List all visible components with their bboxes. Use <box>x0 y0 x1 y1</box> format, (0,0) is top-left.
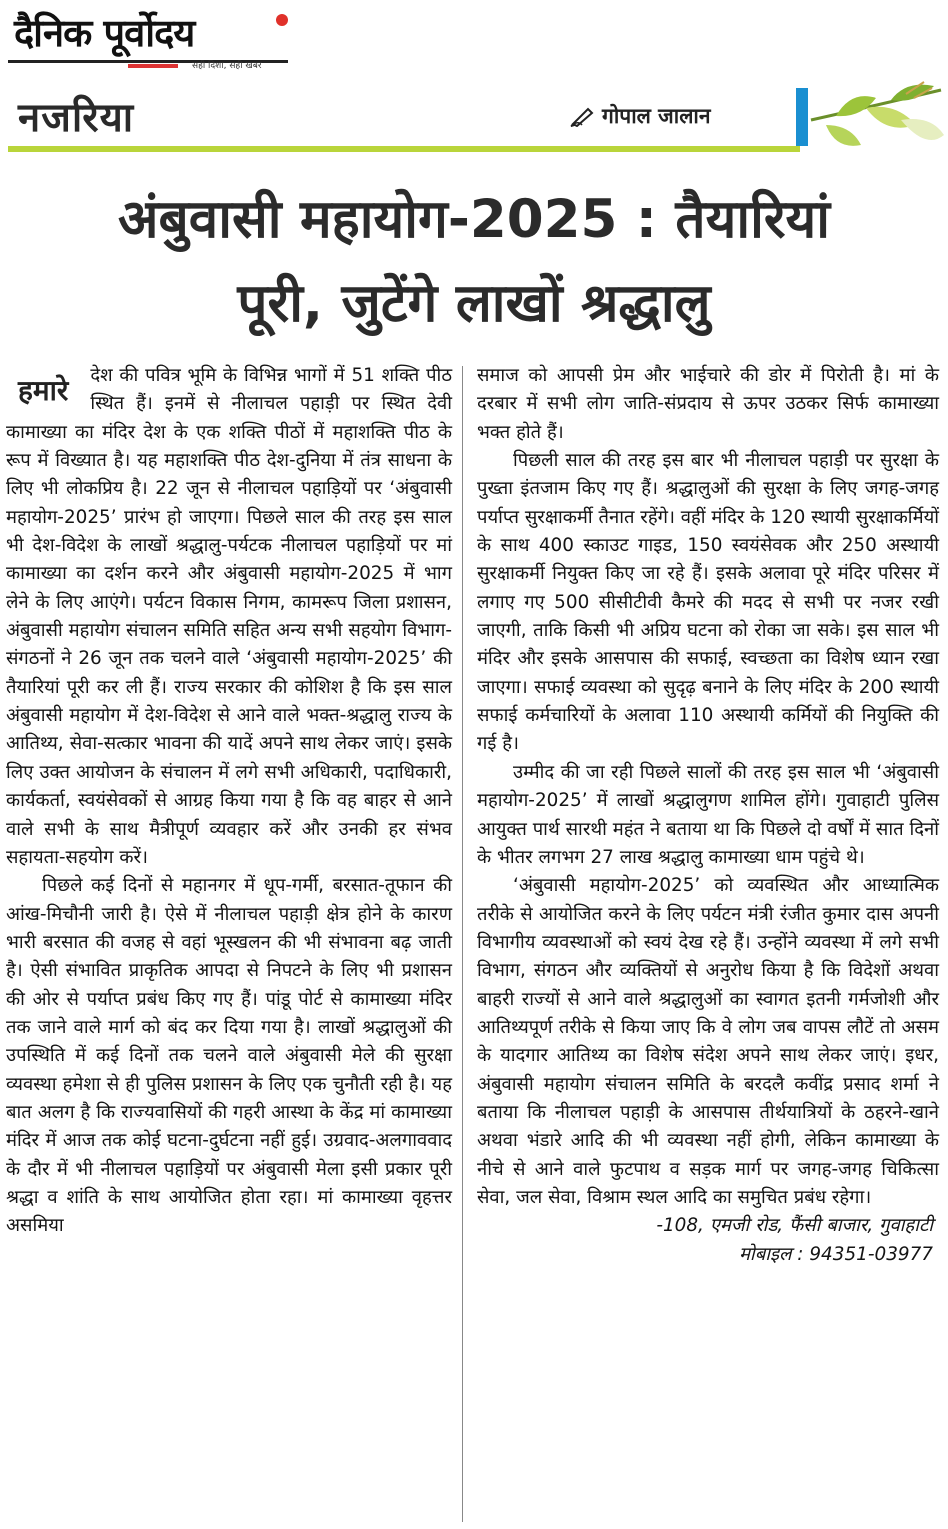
dropcap-word: हमारे <box>18 374 69 407</box>
paragraph: पिछले कई दिनों से महानगर में धूप-गर्मी, बरसात-तूफान की आंख-मिचौनी जारी है। ऐसे में नीलाचल पहाड़ी क्षेत्र होने के कारण भारी बरसात की वजह से वहां भूस्खलन की भी संभावना बढ़ जाती है। ऐसी संभावित प्राकृतिक आपदा से निपटने के लिए भी प्रशासन की ओर से पर्याप्त प्रबंध किए गए हैं। पांडू पोर्ट से कामाख्या मंदिर तक जाने वाले मार्ग को बंद कर दिया गया है। लाखों श्रद्धालुओं की उपस्थिति में कई दिनों तक चलने वाले अंबुवासी मेले की सुरक्षा व्यवस्था हमेशा से ही पुलिस प्रशासन के लिए एक चुनौती रही है। यह बात अलग है कि राज्यवासियों की गहरी आस्था के केंद्र मां कामाख्या मंदिर में आज तक कोई घटना-दुर्घटना नहीं हुई। उग्रवाद-अलगाववाद के दौर में भी नीलाचल पहाड़ियों पर अंबुवासी मेला इसी प्रकार पूरी श्रद्धा व शांति के साथ आयोजित होता रहा। मां कामाख्या वृहत्तर असमिया <box>6 875 452 1237</box>
masthead <box>8 6 288 72</box>
paragraph: पिछली साल की तरह इस बार भी नीलाचल पहाड़ी पर सुरक्षा के पुख्ता इंतजाम किए गए हैं। श्रद्धालुओं की सुरक्षा के लिए जगह-जगह पर्याप्त सुरक्षाकर्मी तैनात रहेंगे। वहीं मंदिर के 120 स्थायी सुरक्षाकर्मियों के साथ 400 स्काउट गाइड, 150 स्वयंसेवक और 250 अस्थायी सुरक्षाकर्मी नियुक्त किए जा रहे हैं। इसके अलावा पूरे मंदिर परिसर में लगाए गए 500 सीसीटीवी कैमरे की मदद से सभी पर नजर रखी जाएगी, ताकि किसी भी अप्रिय घटना को रोका जा सके। इस साल भी मंदिर और इसके आसपास की सफाई, स्वच्छता का विशेष ध्यान रखा जाएगा। सफाई व्यवस्था को सुदृढ़ बनाने के लिए मंदिर के 200 स्थायी सफाई कर्मचारियों के अलावा 110 अस्थायी कर्मियों की नियुक्ति की गई है। <box>477 450 939 755</box>
section-band <box>8 82 808 152</box>
article-column-left <box>6 362 452 1241</box>
masthead-red-bar <box>128 64 178 68</box>
paragraph: उम्मीद की जा रही पिछले सालों की तरह इस साल भी ‘अंबुवासी महायोग-2025’ में लाखों श्रद्धालुगण शामिल होंगे। गुवाहाटी पुलिस आयुक्त पार्थ सारथी महंत ने बताया था कि पिछले दो वर्षों में सात दिनों के भीतर लगभग 27 लाख श्रद्धालु कामाख्या धाम पहुंचे थे। <box>477 761 939 868</box>
newspaper-tagline: सही दिशा, सही खबर <box>192 61 262 71</box>
headline-line-2: पूरी, जुटेंगे लाखों श्रद्धालु <box>237 273 711 334</box>
newspaper-name: दैनिक पूर्वोदय <box>14 10 195 55</box>
author-byline <box>570 102 711 130</box>
pen-icon <box>570 105 596 127</box>
article-headline <box>10 178 938 346</box>
column-divider <box>462 366 463 1522</box>
author-mobile: मोबाइल : 94351-03977 <box>738 1243 933 1265</box>
section-title: नजरिया <box>18 95 135 141</box>
author-address: -108, एमजी रोड, फैंसी बाजार, गुवाहाटी <box>656 1215 933 1237</box>
author-name: गोपाल जालान <box>602 104 711 128</box>
logo-dot-icon <box>276 14 288 26</box>
article-column-right <box>477 362 939 1269</box>
headline-line-1: अंबुवासी महायोग-2025 : तैयारियां <box>118 189 830 250</box>
paragraph: समाज को आपसी प्रेम और भाईचारे की डोर में पिरोती है। मां के दरबार में सभी लोग जाति-संप्रदाय से ऊपर उठकर सिर्फ कामाख्या भक्त होते हैं। <box>477 365 939 443</box>
paragraph: ‘अंबुवासी महायोग-2025’ को व्यवस्थित और आध्यात्मिक तरीके से आयोजित करने के लिए पर्यटन मंत्री रंजीत कुमार दास अपनी विभागीय व्यवस्थाओं को स्वयं देख रहे हैं। उन्होंने व्यवस्था में लगे सभी विभाग, संगठन और व्यक्तियों से अनुरोध किया है कि विदेशों अथवा बाहरी राज्यों से आने वाले श्रद्धालुओं का स्वागत इतनी गर्मजोशी और आतिथ्यपूर्ण तरीके से किया जाए कि वे लोग जब वापस लौटें तो असम के यादगार आतिथ्य का विशेष संदेश अपने साथ लेकर जाएं। इधर, अंबुवासी महायोग संचालन समिति के बरदलै कवींद्र प्रसाद शर्मा ने बताया कि नीलाचल पहाड़ी के आसपास तीर्थयात्रियों के ठहरने-खाने अथवा भंडारे आदि की भी व्यवस्था नहीं होगी, लेकिन कामाख्या के नीचे से आने वाले फुटपाथ व सड़क मार्ग पर जगह-जगह चिकित्सा सेवा, जल सेवा, विश्राम स्थल आदि का समुचित प्रबंध रहेगा। <box>477 875 939 1208</box>
paragraph: देश की पवित्र भूमि के विभिन्न भागों में 51 शक्ति पीठ स्थित हैं। इनमें से नीलाचल पहाड़ी पर स्थित देवी कामाख्या का मंदिर देश के एक शक्ति पीठों में महाशक्ति पीठ के रूप में विख्यात है। यह महाशक्ति पीठ देश-दुनिया में तंत्र साधना के लिए भी लोकप्रिय है। 22 जून से नीलाचल पहाड़ियों पर ‘अंबुवासी महायोग-2025’ प्रारंभ हो जाएगा। पिछले साल की तरह इस साल भी देश-विदेश के लाखों श्रद्धालु-पर्यटक नीलाचल पहाड़ियों पर मां कामाख्या का दर्शन करने और अंबुवासी महायोग-2025 में भाग लेने के लिए आएंगे। पर्यटन विकास निगम, कामरूप जिला प्रशासन, अंबुवासी महायोग संचालन समिति सहित अन्य सभी सहयोग विभाग-संगठनों ने 26 जून तक चलने वाले ‘अंबुवासी महायोग-2025’ की तैयारियां पूरी कर ली हैं। राज्य सरकार की कोशिश है कि इस साल अंबुवासी महायोग में देश-विदेश से आने वाले भक्त-श्रद्धालु राज्य के आतिथ्य, सेवा-सत्कार भावना की यादें अपने साथ लेकर जाएं। इसके लिए उक्त आयोजन के संचालन में लगे सभी अधिकारी, पदाधिकारी, कार्यकर्ता, स्वयंसेवकों से आग्रह किया गया है कि वह बाहर से आने वाले सभी के साथ मैत्रीपूर्ण व्यवहार करें और उनकी हर संभव सहायता-सहयोग करें। <box>6 365 452 868</box>
section-rule <box>8 146 800 152</box>
leaf-branch-icon <box>806 80 946 160</box>
